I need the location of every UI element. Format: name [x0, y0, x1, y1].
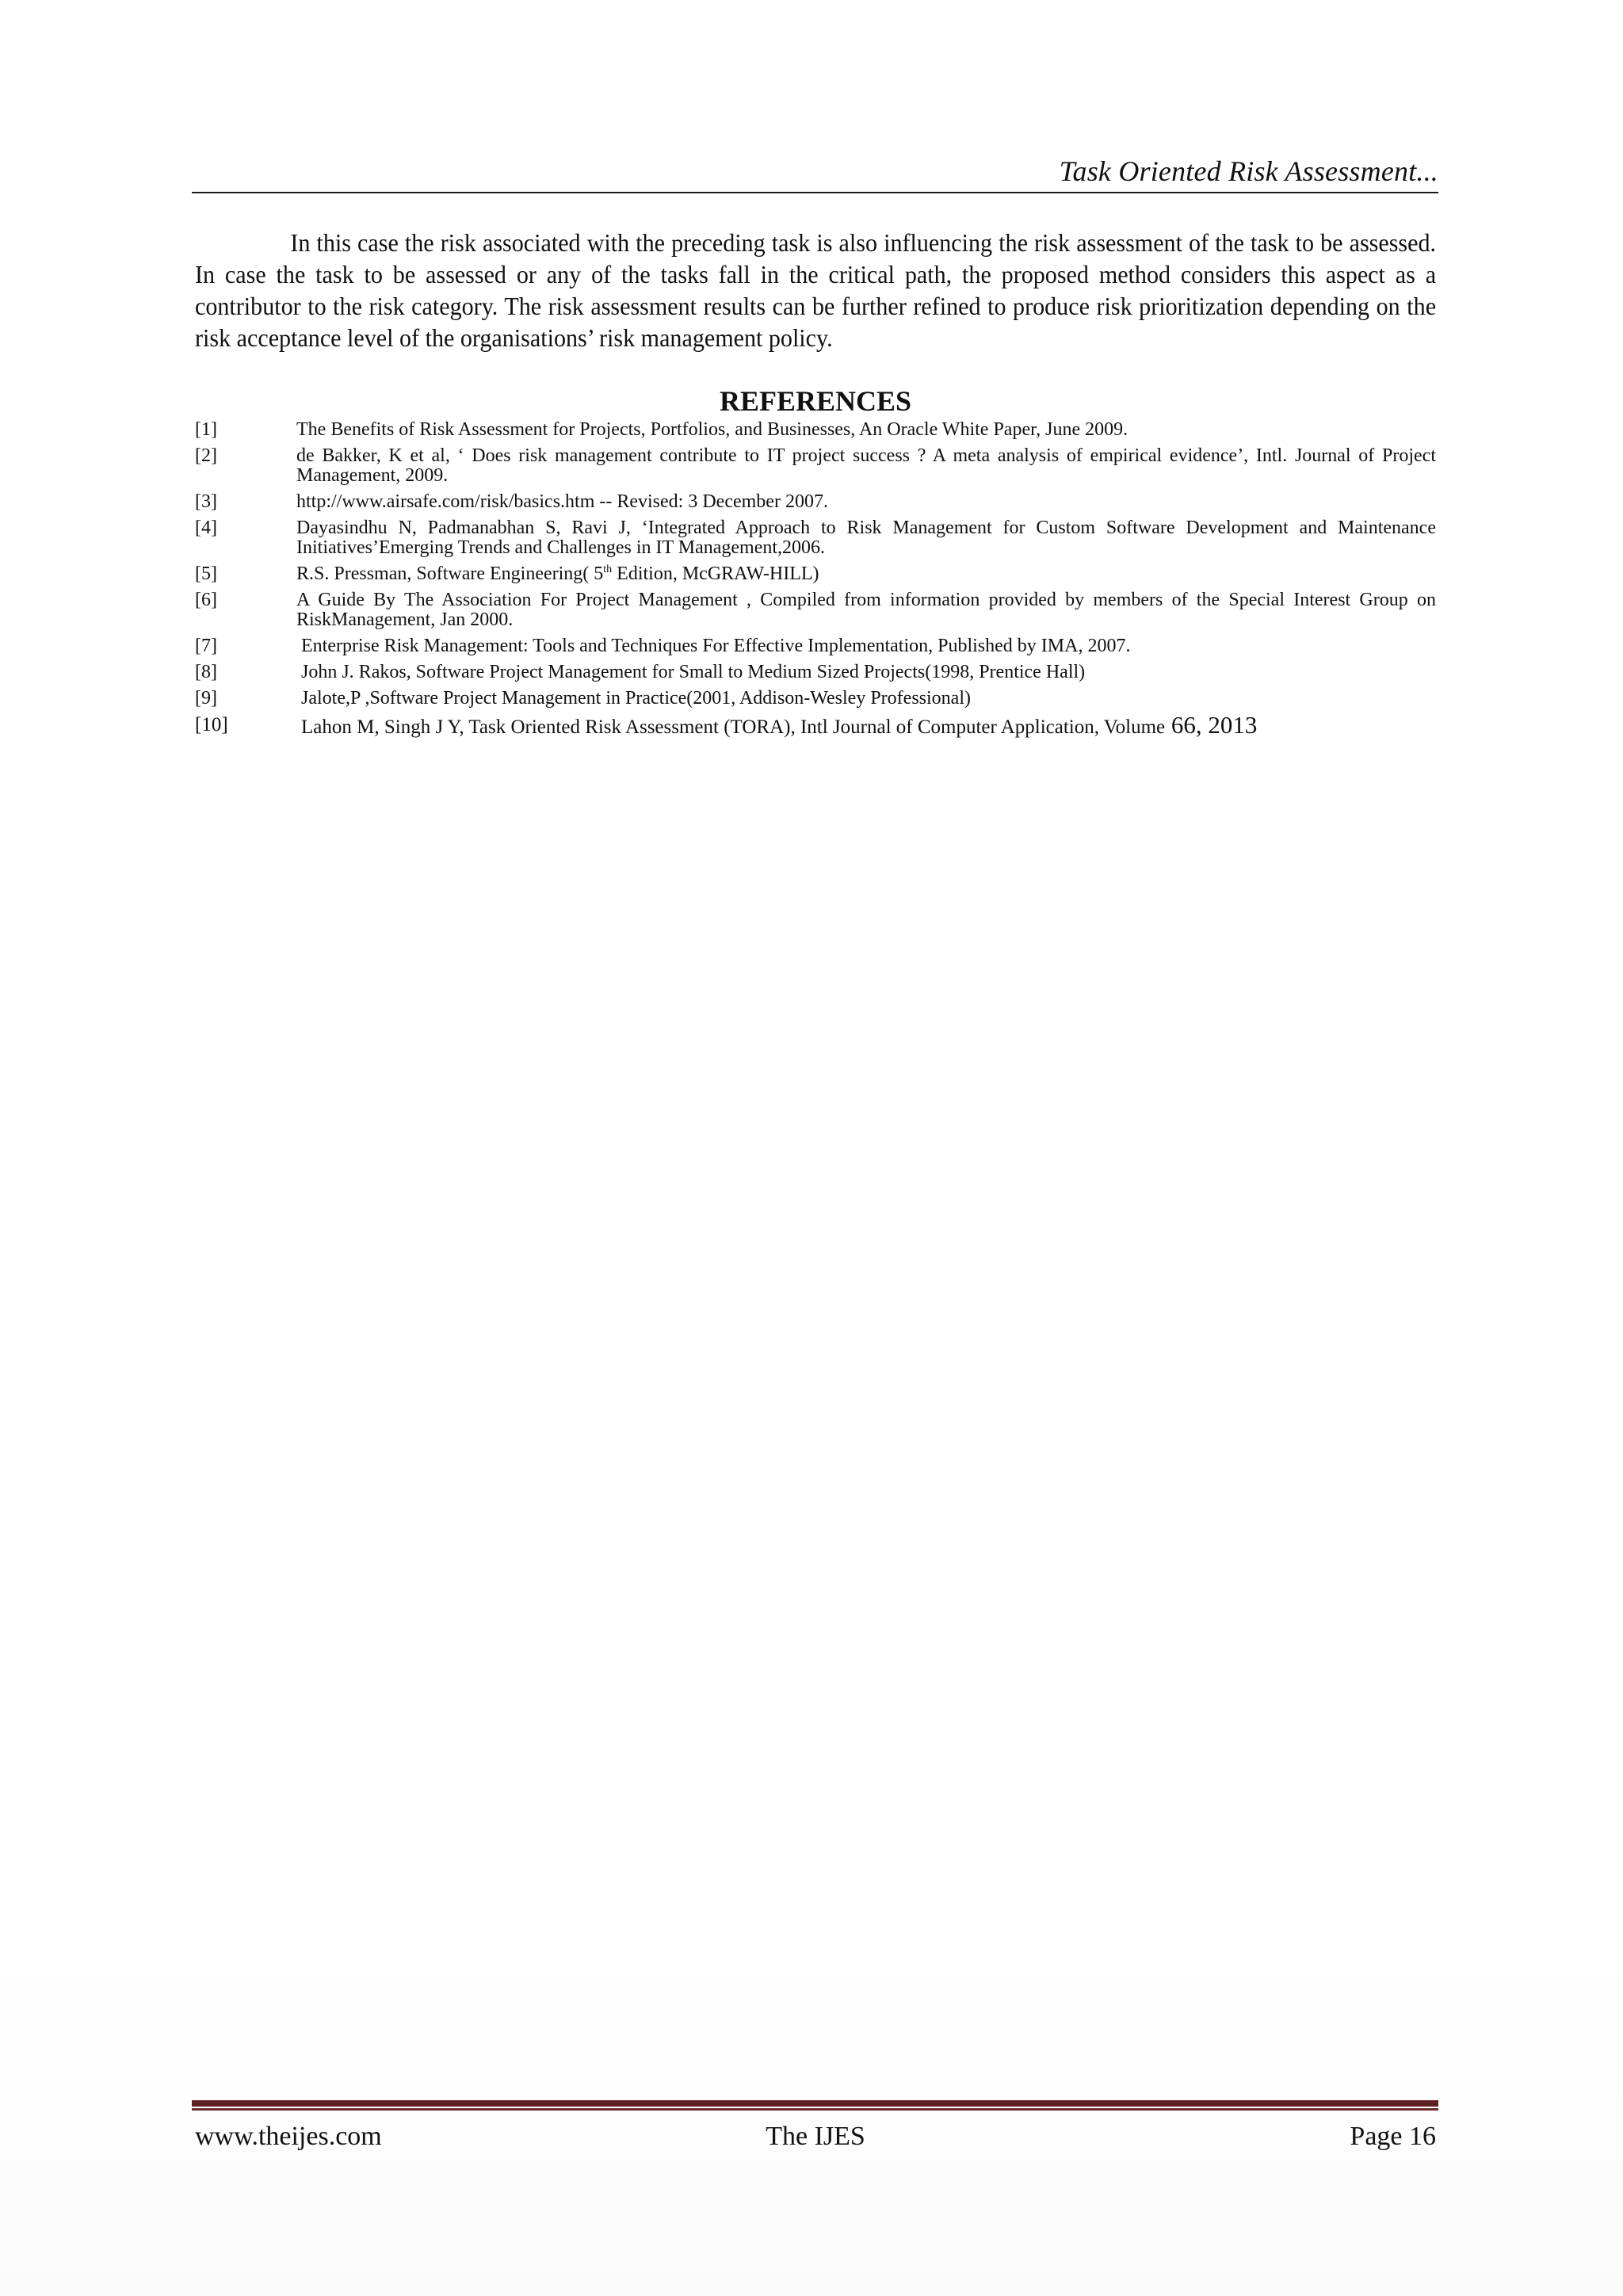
reference-text: John J. Rakos, Software Project Management for Small to Medium Sized Projects(1998, Prentice Hall)	[301, 662, 1086, 682]
reference-text	[296, 564, 1436, 584]
references-heading: REFERENCES	[719, 385, 912, 417]
reference-item	[195, 590, 1436, 630]
footer-rule-thin	[192, 2108, 1438, 2111]
reference-item	[195, 518, 1436, 558]
reference-text: de Bakker, K et al, ‘ Does risk management contribute to IT project success ? A meta analysis of empirical evidence’, Intl. Journal of Project Management, 2009.	[296, 445, 1436, 486]
reference-volume-year: 66, 2013	[1165, 711, 1258, 739]
reference-item	[195, 564, 1436, 584]
reference-text: Dayasindhu N, Padmanabhan S, Ravi J, ‘Integrated Approach to Risk Management for Custom Software Development and Maintenance Initiatives’Emerging Trends and Challenges in IT Management,2006.	[296, 518, 1436, 558]
footer-page-number: Page 16	[1350, 2122, 1436, 2151]
reference-link[interactable]: http://www.airsafe.com/risk/basics.htm -- Revised: 3 December 2007.	[296, 491, 828, 512]
reference-item	[195, 420, 1436, 440]
reference-number: [2]	[195, 445, 217, 466]
footer-website-link[interactable]: www.theijes.com	[195, 2122, 382, 2151]
reference-item	[195, 689, 1436, 709]
references-list	[195, 420, 1436, 743]
reference-text: A Guide By The Association For Project Management , Compiled from information provided by members of the Special Interest Group on RiskManagement, Jan 2000.	[296, 590, 1436, 630]
running-title: Task Oriented Risk Assessment...	[1059, 155, 1438, 187]
footer-rule-thick	[192, 2100, 1438, 2107]
reference-number: [3]	[195, 491, 217, 512]
header-rule	[192, 192, 1438, 193]
reference-text: Enterprise Risk Management: Tools and Techniques For Effective Implementation, Published by IMA, 2007.	[301, 636, 1131, 656]
reference-number: [5]	[195, 563, 217, 584]
reference-number: [1]	[195, 419, 217, 440]
reference-text-part: Lahon M, Singh J Y, Task Oriented Risk Assessment (TORA), Intl Journal of Computer Application, Volume	[301, 716, 1166, 738]
reference-item	[195, 492, 1436, 512]
reference-text: Jalote,P ,Software Project Management in Practice(2001, Addison-Wesley Professional)	[301, 688, 971, 709]
reference-number: [7]	[195, 636, 217, 656]
body-paragraph: In this case the risk associated with the preceding task is also influencing the risk assessment of the task to be assessed. In case the task to be assessed or any of the tasks fall in the critical path, the proposed method considers this aspect as a contributor to the risk category. The risk assessment results can be further refined to produce risk prioritization depending on the risk acceptance level of the organisations’ risk management policy.	[195, 228, 1437, 352]
reference-item	[195, 636, 1436, 656]
reference-text: The Benefits of Risk Assessment for Projects, Portfolios, and Businesses, An Oracle White Paper, June 2009.	[296, 419, 1128, 440]
reference-number: [4]	[195, 518, 217, 538]
reference-text-part: R.S. Pressman, Software Engineering( 5	[296, 563, 604, 584]
reference-text	[296, 711, 1436, 739]
reference-text-part: Edition, McGRAW-HILL)	[612, 563, 819, 584]
ordinal-superscript: th	[603, 563, 613, 575]
reference-number: [9]	[195, 688, 217, 709]
reference-item	[195, 663, 1436, 682]
reference-number: [6]	[195, 590, 217, 610]
footer-journal-name: The IJES	[766, 2122, 865, 2151]
reference-item	[195, 446, 1436, 486]
reference-number: [8]	[195, 662, 217, 682]
reference-number: [10]	[195, 714, 228, 735]
reference-item	[195, 711, 1436, 739]
